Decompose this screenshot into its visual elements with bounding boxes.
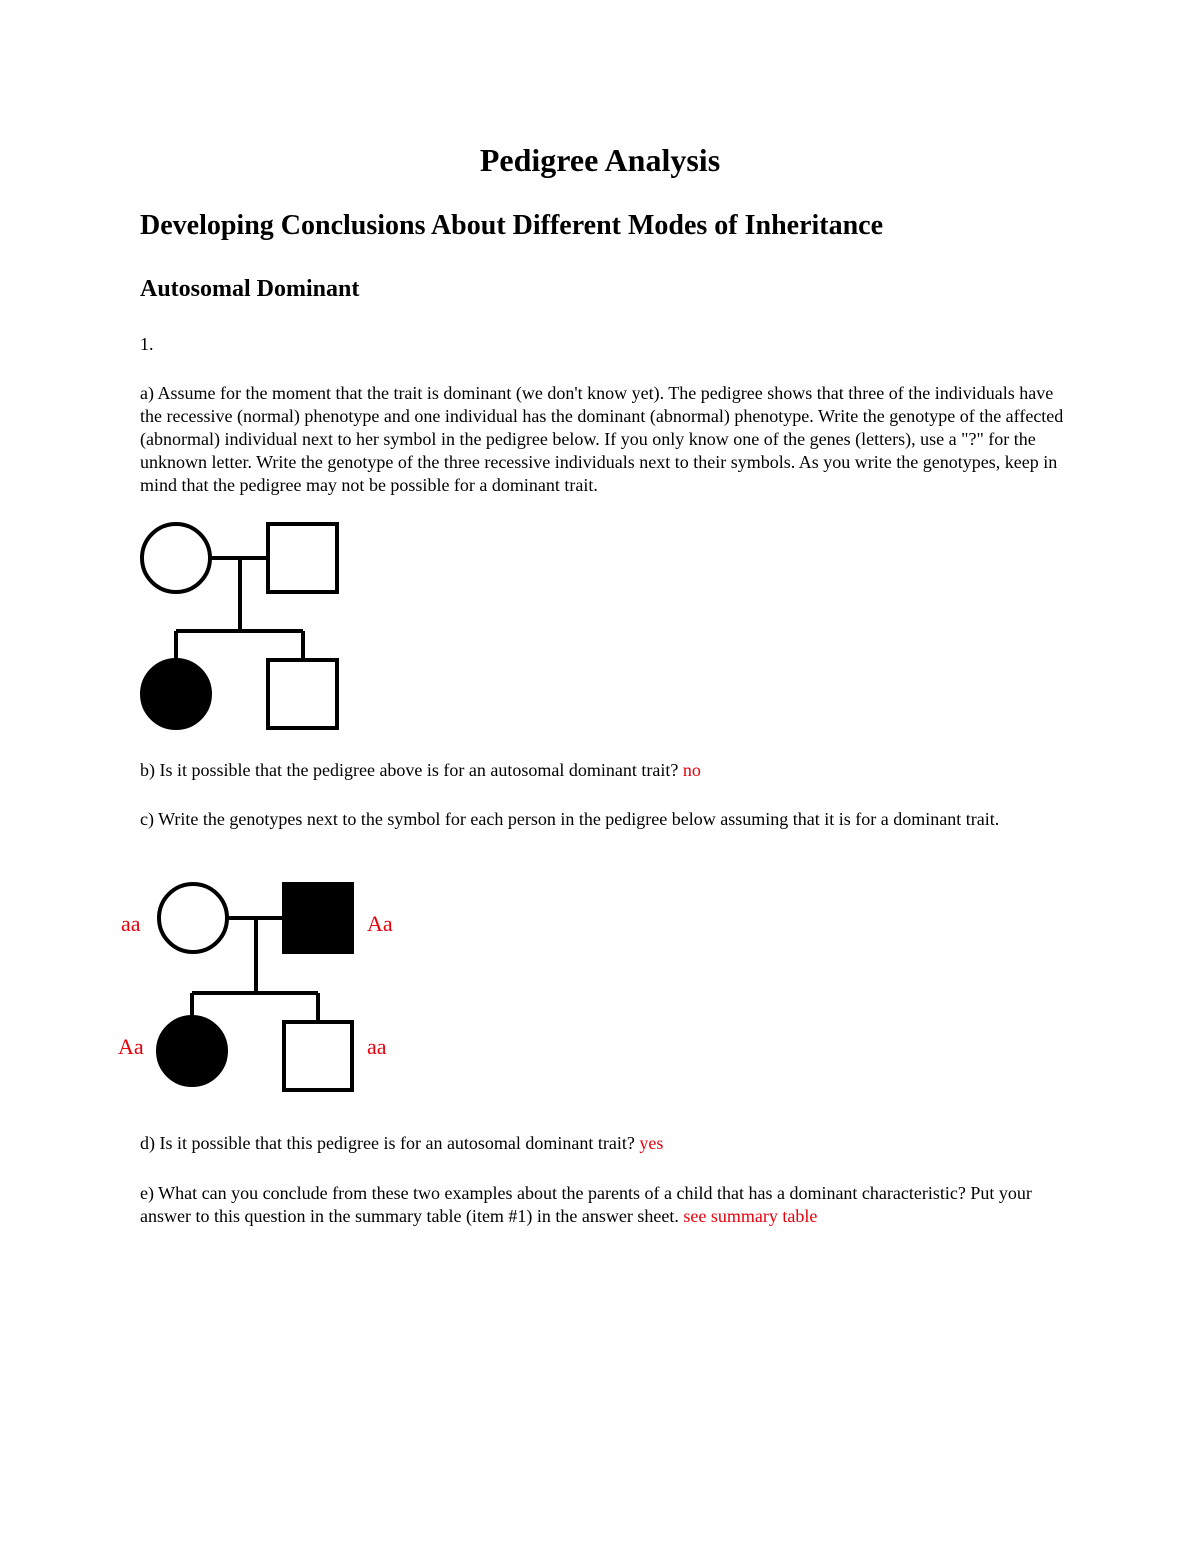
pedigree-2-son-symbol [284,1022,352,1090]
genotype-daughter: Aa [118,1034,144,1059]
pedigree-2-mother-symbol [159,884,227,952]
answer-b: no [682,760,701,780]
pedigree-1 [130,515,350,735]
question-b-text: b) Is it possible that the pedigree above is for an autosomal dominant trait? [140,760,679,780]
genotype-mother: aa [121,911,141,936]
question-d [140,1132,1070,1155]
question-e [140,1182,1070,1228]
genotype-son: aa [367,1034,387,1059]
answer-d: yes [639,1133,664,1153]
answer-e: see summary table [683,1206,818,1226]
question-d-text: d) Is it possible that this pedigree is for an autosomal dominant trait? [140,1133,635,1153]
pedigree-1-mother-symbol [142,524,210,592]
genotype-father: Aa [367,911,393,936]
pedigree-2-father-symbol [284,884,352,952]
pedigree-2 [150,875,360,1100]
page-subtitle: Developing Conclusions About Different Modes of Inheritance [140,210,884,241]
pedigree-1-son-symbol [268,660,337,728]
pedigree-2-daughter-symbol [158,1017,226,1085]
item-number: 1. [140,334,154,354]
question-b [140,759,1070,782]
section-heading: Autosomal Dominant [140,276,360,302]
pedigree-1-daughter-symbol [142,660,210,728]
page-title: Pedigree Analysis [479,142,721,178]
question-a: a) Assume for the moment that the trait is dominant (we don't know yet). The pedigree shows that three of the individuals have the recessive (normal) phenotype and one individual has the dominant (abnormal) phenotype. Write the genotype of the affected (abnormal) individual next to her symbol in the pedigree below. If you only know one of the genes (letters), use a "?" for the unknown letter. Write the genotype of the three recessive individuals next to their symbols. As you write the genotypes, keep in mind that the pedigree may not be possible for a dominant trait. [140,383,1064,495]
pedigree-1-father-symbol [268,524,337,592]
question-e-text: e) What can you conclude from these two examples about the parents of a child that has a dominant characteristic? Put your answer to this question in the summary table (item #1) in the answer sheet. [140,1183,1032,1226]
question-c: c) Write the genotypes next to the symbol for each person in the pedigree below assuming that it is for a dominant trait. [140,809,1000,829]
